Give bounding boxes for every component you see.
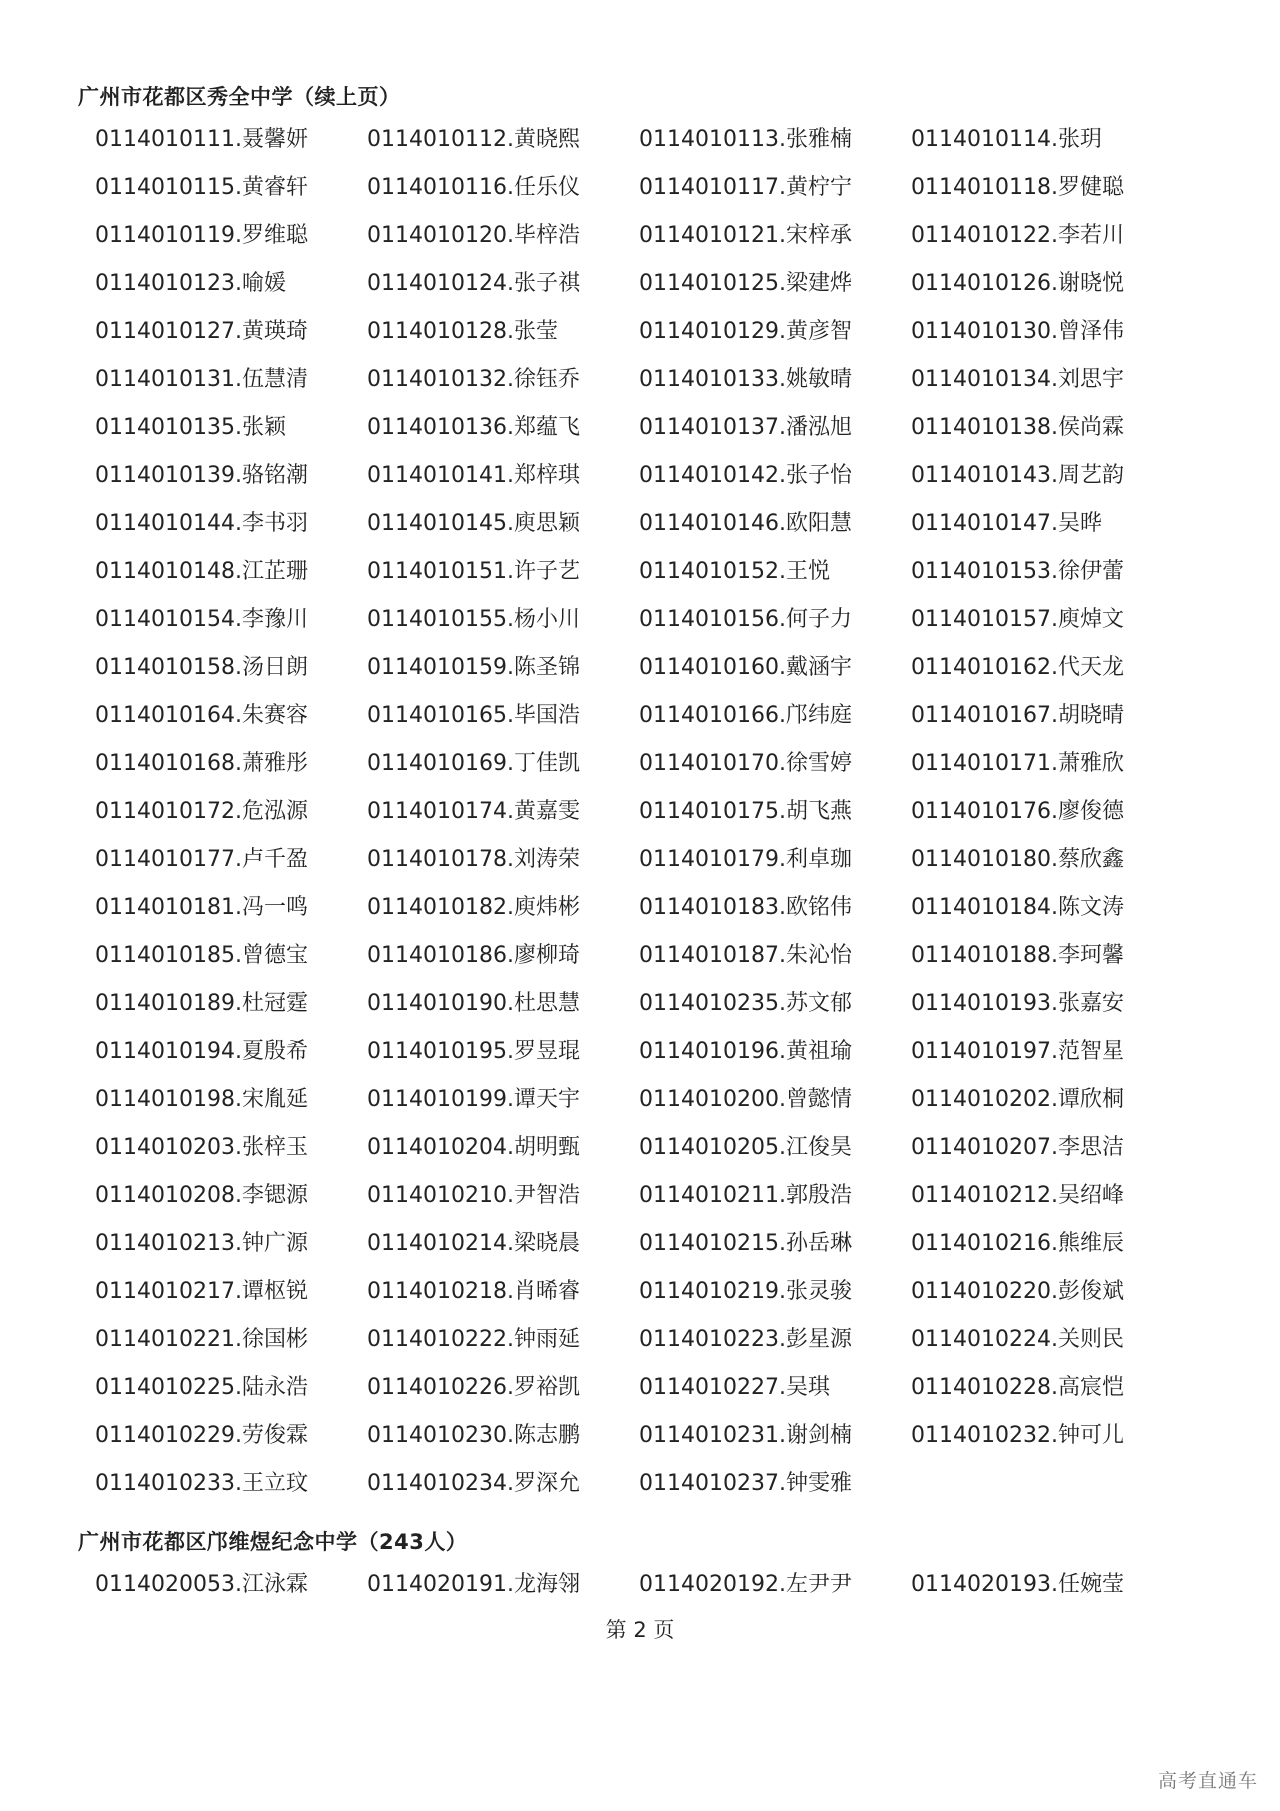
- student-entry: 0114010151.许子艺: [367, 559, 580, 584]
- student-grid: [95, 116, 1215, 1508]
- student-entry: 0114010200.曾懿情: [639, 1087, 852, 1112]
- student-entry: 0114010129.黄彦智: [639, 319, 852, 344]
- student-entry: 0114010175.胡飞燕: [639, 799, 852, 824]
- student-entry: 0114010159.陈圣锦: [367, 655, 580, 680]
- student-entry: 0114010227.吴琪: [639, 1375, 830, 1400]
- student-entry: 0114010132.徐钰乔: [367, 367, 580, 392]
- student-entry: 0114010218.肖晞睿: [367, 1279, 580, 1304]
- student-entry: 0114010168.萧雅彤: [95, 751, 308, 776]
- student-entry: 0114010130.曾泽伟: [911, 319, 1124, 344]
- student-entry: 0114010215.孙岳琳: [639, 1231, 852, 1256]
- student-entry: 0114010182.庾炜彬: [367, 895, 580, 920]
- student-entry: 0114010170.徐雪婷: [639, 751, 852, 776]
- student-entry: 0114010147.吴晔: [911, 511, 1102, 536]
- student-entry: 0114010152.王悦: [639, 559, 830, 584]
- student-entry: 0114010164.朱赛容: [95, 703, 308, 728]
- student-entry: 0114010171.萧雅欣: [911, 751, 1124, 776]
- student-entry: 0114010199.谭天宇: [367, 1087, 580, 1112]
- student-entry: 0114010229.劳俊霖: [95, 1423, 308, 1448]
- student-entry: 0114010158.汤日朗: [95, 655, 308, 680]
- student-entry: 0114010156.何子力: [639, 607, 852, 632]
- student-entry: 0114010187.朱沁怡: [639, 943, 852, 968]
- student-entry: 0114010167.胡晓晴: [911, 703, 1124, 728]
- student-entry: 0114010128.张莹: [367, 319, 558, 344]
- student-entry: 0114010223.彭星源: [639, 1327, 852, 1352]
- student-entry: 0114010213.钟广源: [95, 1231, 308, 1256]
- student-entry: 0114010230.陈志鹏: [367, 1423, 580, 1448]
- student-entry: 0114010160.戴涵宇: [639, 655, 852, 680]
- student-entry: 0114010196.黄祖瑜: [639, 1039, 852, 1064]
- student-entry: 0114010219.张灵骏: [639, 1279, 852, 1304]
- student-entry: 0114010210.尹智浩: [367, 1183, 580, 1208]
- student-entry: 0114010123.喻媛: [95, 271, 286, 296]
- student-entry: 0114010154.李豫川: [95, 607, 308, 632]
- student-entry: 0114010148.江芷珊: [95, 559, 308, 584]
- student-entry: 0114010212.吴绍峰: [911, 1183, 1124, 1208]
- student-entry: 0114010114.张玥: [911, 127, 1102, 152]
- student-entry: 0114010113.张雅楠: [639, 127, 852, 152]
- student-entry: 0114010165.毕国浩: [367, 703, 580, 728]
- student-entry: 0114020053.江泳霖: [95, 1572, 308, 1597]
- student-entry: 0114010235.苏文郁: [639, 991, 852, 1016]
- student-entry: 0114020191.龙海翎: [367, 1572, 580, 1597]
- student-entry: 0114010142.张子怡: [639, 463, 852, 488]
- student-entry: 0114010197.范智星: [911, 1039, 1124, 1064]
- student-entry: 0114010214.梁晓晨: [367, 1231, 580, 1256]
- student-entry: 0114010183.欧铭伟: [639, 895, 852, 920]
- section-title: 广州市花都区邝维煜纪念中学（243人）: [78, 1530, 468, 1554]
- student-entry: 0114010137.潘泓旭: [639, 415, 852, 440]
- student-entry: 0114010155.杨小川: [367, 607, 580, 632]
- student-entry: 0114010193.张嘉安: [911, 991, 1124, 1016]
- watermark: 高考直通车: [1157, 1770, 1258, 1792]
- student-entry: 0114010177.卢千盈: [95, 847, 308, 872]
- student-entry: 0114010144.李书羽: [95, 511, 308, 536]
- student-entry: 0114010138.侯尚霖: [911, 415, 1124, 440]
- student-entry: 0114010133.姚敏晴: [639, 367, 852, 392]
- student-entry: 0114010189.杜冠霆: [95, 991, 308, 1016]
- student-entry: 0114010143.周艺韵: [911, 463, 1124, 488]
- student-entry: 0114010145.庾思颖: [367, 511, 580, 536]
- student-entry: 0114010202.谭欣桐: [911, 1087, 1124, 1112]
- student-entry: 0114010134.刘思宇: [911, 367, 1124, 392]
- student-entry: 0114010217.谭枢锐: [95, 1279, 308, 1304]
- student-entry: 0114010139.骆铭潮: [95, 463, 308, 488]
- student-entry: 0114010232.钟可儿: [911, 1423, 1124, 1448]
- student-entry: 0114010233.王立玟: [95, 1471, 308, 1496]
- student-entry: 0114010180.蔡欣鑫: [911, 847, 1124, 872]
- student-entry: 0114010111.聂馨妍: [95, 127, 308, 152]
- student-entry: 0114010179.利卓珈: [639, 847, 852, 872]
- student-entry: 0114010195.罗昱琨: [367, 1039, 580, 1064]
- student-entry: 0114010127.黄瑛琦: [95, 319, 308, 344]
- student-entry: 0114010176.廖俊德: [911, 799, 1124, 824]
- student-entry: 0114010146.欧阳慧: [639, 511, 852, 536]
- student-entry: 0114010174.黄嘉雯: [367, 799, 580, 824]
- page-number: 第 2 页: [605, 1618, 675, 1642]
- student-entry: 0114010194.夏殷希: [95, 1039, 308, 1064]
- student-entry: 0114010181.冯一鸣: [95, 895, 308, 920]
- student-entry: 0114010117.黄柠宁: [639, 175, 852, 200]
- student-entry: 0114010186.廖柳琦: [367, 943, 580, 968]
- student-entry: 0114010226.罗裕凯: [367, 1375, 580, 1400]
- student-entry: 0114010203.张梓玉: [95, 1135, 308, 1160]
- student-entry: 0114010131.伍慧清: [95, 367, 308, 392]
- student-entry: 0114010237.钟雯雅: [639, 1471, 852, 1496]
- student-entry: 0114010122.李若川: [911, 223, 1124, 248]
- student-entry: 0114010112.黄晓熙: [367, 127, 580, 152]
- student-entry: 0114010198.宋胤延: [95, 1087, 308, 1112]
- student-entry: 0114010169.丁佳凯: [367, 751, 580, 776]
- student-entry: 0114010216.熊维辰: [911, 1231, 1124, 1256]
- student-entry: 0114010135.张颖: [95, 415, 286, 440]
- student-entry: 0114010172.危泓源: [95, 799, 308, 824]
- student-entry: 0114010188.李珂馨: [911, 943, 1124, 968]
- student-entry: 0114010208.李锶源: [95, 1183, 308, 1208]
- student-entry: 0114010125.梁建烨: [639, 271, 852, 296]
- student-entry: 0114010185.曾德宝: [95, 943, 308, 968]
- student-entry: 0114020193.任婉莹: [911, 1572, 1124, 1597]
- student-entry: 0114010120.毕梓浩: [367, 223, 580, 248]
- student-entry: 0114010121.宋梓承: [639, 223, 852, 248]
- student-entry: 0114010116.任乐仪: [367, 175, 580, 200]
- student-entry: 0114010204.胡明甄: [367, 1135, 580, 1160]
- student-entry: 0114010220.彭俊斌: [911, 1279, 1124, 1304]
- student-entry: 0114010178.刘涛荣: [367, 847, 580, 872]
- student-entry: 0114010228.高宸恺: [911, 1375, 1124, 1400]
- student-entry: 0114010224.关则民: [911, 1327, 1124, 1352]
- student-entry: 0114010118.罗健聪: [911, 175, 1124, 200]
- student-entry: 0114010162.代天龙: [911, 655, 1124, 680]
- student-grid: [95, 1561, 1215, 1609]
- student-entry: 0114010222.钟雨延: [367, 1327, 580, 1352]
- student-entry: 0114010126.谢晓悦: [911, 271, 1124, 296]
- section-title: 广州市花都区秀全中学（续上页）: [78, 85, 401, 109]
- student-entry: 0114010136.郑蕴飞: [367, 415, 580, 440]
- student-entry: 0114010231.谢剑楠: [639, 1423, 852, 1448]
- student-entry: 0114010234.罗深允: [367, 1471, 580, 1496]
- student-entry: 0114010211.郭殷浩: [639, 1183, 852, 1208]
- student-entry: 0114010207.李思洁: [911, 1135, 1124, 1160]
- student-entry: 0114010115.黄睿轩: [95, 175, 308, 200]
- student-entry: 0114010124.张子祺: [367, 271, 580, 296]
- student-entry: 0114010184.陈文涛: [911, 895, 1124, 920]
- student-entry: 0114010205.江俊昊: [639, 1135, 852, 1160]
- student-entry: 0114010157.庾焯文: [911, 607, 1124, 632]
- student-entry: 0114010166.邝纬庭: [639, 703, 852, 728]
- student-entry: 0114010119.罗维聪: [95, 223, 308, 248]
- student-entry: 0114010190.杜思慧: [367, 991, 580, 1016]
- student-entry: 0114010221.徐国彬: [95, 1327, 308, 1352]
- student-entry: 0114020192.左尹尹: [639, 1572, 852, 1597]
- student-entry: 0114010153.徐伊蕾: [911, 559, 1124, 584]
- student-entry: 0114010141.郑梓琪: [367, 463, 580, 488]
- student-entry: 0114010225.陆永浩: [95, 1375, 308, 1400]
